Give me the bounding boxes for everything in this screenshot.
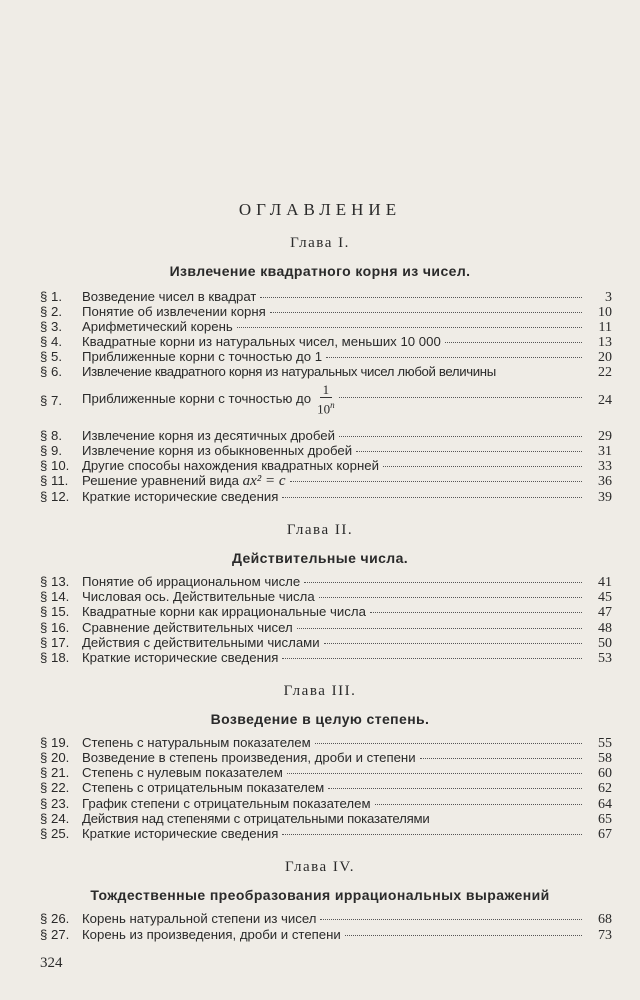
dot-leader — [375, 804, 582, 805]
toc-entry — [40, 750, 612, 766]
page-ref: 33 — [598, 459, 612, 474]
section-title: Действия с действительными числами — [82, 635, 320, 650]
fraction-denominator — [317, 398, 335, 416]
dot-leader — [290, 481, 582, 482]
page-ref: 3 — [605, 290, 612, 305]
dot-leader — [420, 758, 582, 759]
toc-entry — [40, 458, 612, 474]
section-title: Приближенные корни с точностью до 1 — [82, 349, 323, 364]
chapter-name: Тождественные преобразования иррациональных выражений — [90, 887, 550, 903]
section-title: Возведение в степень произведения, дроби и степени — [82, 750, 416, 765]
toc-entry — [40, 319, 612, 335]
page-ref: 20 — [598, 350, 612, 365]
chapter-name: Действительные числа. — [231, 550, 409, 566]
section-number: § 27. — [40, 927, 70, 942]
section-title-text: Приближенные корни с точностью до — [82, 391, 312, 407]
page-ref: 62 — [598, 781, 612, 796]
dot-leader — [339, 397, 582, 398]
section-title: Степень с отрицательным показателем — [82, 780, 325, 795]
section-number: § 18. — [40, 650, 70, 665]
section-number: § 1. — [40, 289, 62, 304]
dot-leader — [297, 628, 582, 629]
section-title: Квадратные корни как иррациональные числа — [82, 604, 366, 619]
section-title: Краткие исторические сведения — [82, 826, 279, 841]
page-ref: 41 — [598, 575, 612, 590]
page-ref: 31 — [598, 444, 612, 459]
section-number: § 22. — [40, 780, 70, 795]
section-number: § 17. — [40, 635, 70, 650]
chapter-label: Глава IV. — [284, 859, 356, 875]
toc-entry — [40, 811, 612, 827]
toc-entry — [40, 443, 612, 459]
page-number: 324 — [40, 955, 63, 971]
section-title: Сравнение действительных чисел — [82, 620, 293, 635]
page-ref: 11 — [598, 320, 612, 335]
section-number: § 24. — [40, 811, 70, 826]
page-ref: 73 — [598, 928, 612, 943]
section-title: Числовая ось. Действительные числа — [82, 589, 315, 604]
section-title: Возведение чисел в квадрат — [82, 289, 257, 304]
section-title: Другие способы нахождения квадратных корней — [82, 458, 379, 473]
toc-entry — [40, 364, 612, 380]
section-title: Корень натуральной степени из чисел — [82, 911, 317, 926]
dot-leader — [237, 327, 582, 328]
dot-leader — [356, 451, 582, 452]
fraction — [317, 383, 335, 416]
section-number: § 21. — [40, 765, 70, 780]
section-title: График степени с отрицательным показателем — [82, 796, 371, 811]
dot-leader — [282, 834, 582, 835]
toc-entry — [40, 289, 612, 305]
page-ref: 60 — [598, 766, 612, 781]
toc-title: ОГЛАВЛЕНИЕ — [238, 200, 402, 219]
section-title: Извлечение корня из десятичных дробей — [82, 428, 335, 443]
page-ref: 53 — [598, 651, 612, 666]
dot-leader — [445, 342, 582, 343]
section-number: § 14. — [40, 589, 70, 604]
toc-entry — [40, 620, 612, 636]
section-number: § 2. — [40, 304, 62, 319]
toc-entry — [40, 735, 612, 751]
fraction-base: 10 — [317, 401, 331, 417]
page-ref: 45 — [598, 590, 612, 605]
chapter-label: Глава III. — [283, 683, 357, 699]
section-number: § 15. — [40, 604, 70, 619]
section-title: Квадратные корни из натуральных чисел, меньших 10 000 — [82, 334, 441, 349]
dot-leader — [282, 658, 582, 659]
section-title: Понятие об извлечении корня — [82, 304, 266, 319]
page-ref: 58 — [598, 751, 612, 766]
dot-leader — [383, 466, 582, 467]
page-ref: 68 — [598, 912, 612, 927]
toc-entry — [40, 604, 612, 620]
page-ref: 39 — [598, 490, 612, 505]
section-number: § 6. — [40, 364, 62, 379]
section-number: § 16. — [40, 620, 70, 635]
section-number: § 13. — [40, 574, 70, 589]
section-title: Корень из произведения, дроби и степени — [82, 927, 341, 942]
page-ref: 67 — [598, 827, 612, 842]
fraction-exponent: n — [330, 400, 335, 411]
page-ref: 55 — [598, 736, 612, 751]
dot-leader — [324, 643, 582, 644]
section-number: § 10. — [40, 458, 70, 473]
toc-entry — [40, 304, 612, 320]
dot-leader — [287, 773, 582, 774]
dot-leader — [319, 597, 582, 598]
dot-leader — [339, 436, 582, 437]
toc-entry — [40, 428, 612, 444]
page-ref: 50 — [598, 636, 612, 651]
section-title: Степень с нулевым показателем — [82, 765, 283, 780]
page-ref: 24 — [598, 392, 612, 408]
section-title: Действия над степенями с отрицательными показателями — [82, 811, 430, 826]
dot-leader — [282, 497, 582, 498]
chapter-name: Извлечение квадратного корня из чисел. — [169, 263, 471, 279]
dot-leader — [270, 312, 582, 313]
section-title: Краткие исторические сведения — [82, 489, 279, 504]
toc-entry — [40, 927, 612, 943]
toc-entry — [40, 489, 612, 505]
section-number: § 23. — [40, 796, 70, 811]
section-title-text: Решение уравнений вида — [82, 473, 239, 488]
page-ref: 65 — [598, 812, 612, 827]
page-ref: 64 — [598, 797, 612, 812]
section-title — [82, 383, 335, 416]
dot-leader — [326, 357, 582, 358]
toc-entry — [40, 911, 612, 927]
section-number: § 11. — [40, 473, 69, 488]
dot-leader — [304, 582, 582, 583]
toc-entry — [40, 796, 612, 812]
dot-leader — [370, 612, 582, 613]
toc-entry — [40, 589, 612, 605]
chapter-label: Глава I. — [290, 235, 350, 251]
section-number: § 12. — [40, 489, 70, 504]
toc-entry — [40, 780, 612, 796]
dot-leader — [328, 788, 582, 789]
page-ref: 36 — [598, 474, 612, 489]
section-number: § 25. — [40, 826, 70, 841]
page-ref: 10 — [598, 305, 612, 320]
toc-entry — [40, 826, 612, 842]
dot-leader — [320, 919, 582, 920]
section-title: Извлечение корня из обыкновенных дробей — [82, 443, 353, 458]
section-number: § 9. — [40, 443, 62, 458]
section-title: Арифметический корень — [82, 319, 233, 334]
dot-leader — [260, 297, 582, 298]
section-title: Краткие исторические сведения — [82, 650, 279, 665]
toc-entry — [40, 473, 612, 489]
equation: ax² = c — [242, 473, 286, 489]
chapter-name: Возведение в целую степень. — [210, 711, 430, 727]
dot-leader — [315, 743, 582, 744]
page-ref: 48 — [598, 621, 612, 636]
section-number: § 26. — [40, 911, 70, 926]
toc-entry — [40, 349, 612, 365]
toc-entry — [40, 384, 612, 416]
toc-entry — [40, 334, 612, 350]
section-number: § 8. — [40, 428, 62, 443]
page-ref: 22 — [598, 365, 612, 380]
page-ref: 47 — [598, 605, 612, 620]
toc-entry — [40, 635, 612, 651]
fraction-numerator: 1 — [320, 383, 333, 398]
section-number: § 20. — [40, 750, 70, 765]
page-ref: 13 — [598, 335, 612, 350]
toc-entry — [40, 765, 612, 781]
section-title — [82, 473, 286, 489]
section-number: § 7. — [40, 392, 62, 408]
section-number: § 19. — [40, 735, 70, 750]
dot-leader — [345, 935, 582, 936]
section-number: § 3. — [40, 319, 62, 334]
page-ref: 29 — [598, 429, 612, 444]
toc-entry — [40, 574, 612, 590]
chapter-label: Глава II. — [286, 522, 354, 538]
section-title: Понятие об иррациональном числе — [82, 574, 301, 589]
section-title: Извлечение квадратного корня из натуральных чисел любой величины — [82, 364, 496, 379]
section-number: § 5. — [40, 349, 62, 364]
section-title: Степень с натуральным показателем — [82, 735, 311, 750]
toc-entry — [40, 650, 612, 666]
section-number: § 4. — [40, 334, 62, 349]
